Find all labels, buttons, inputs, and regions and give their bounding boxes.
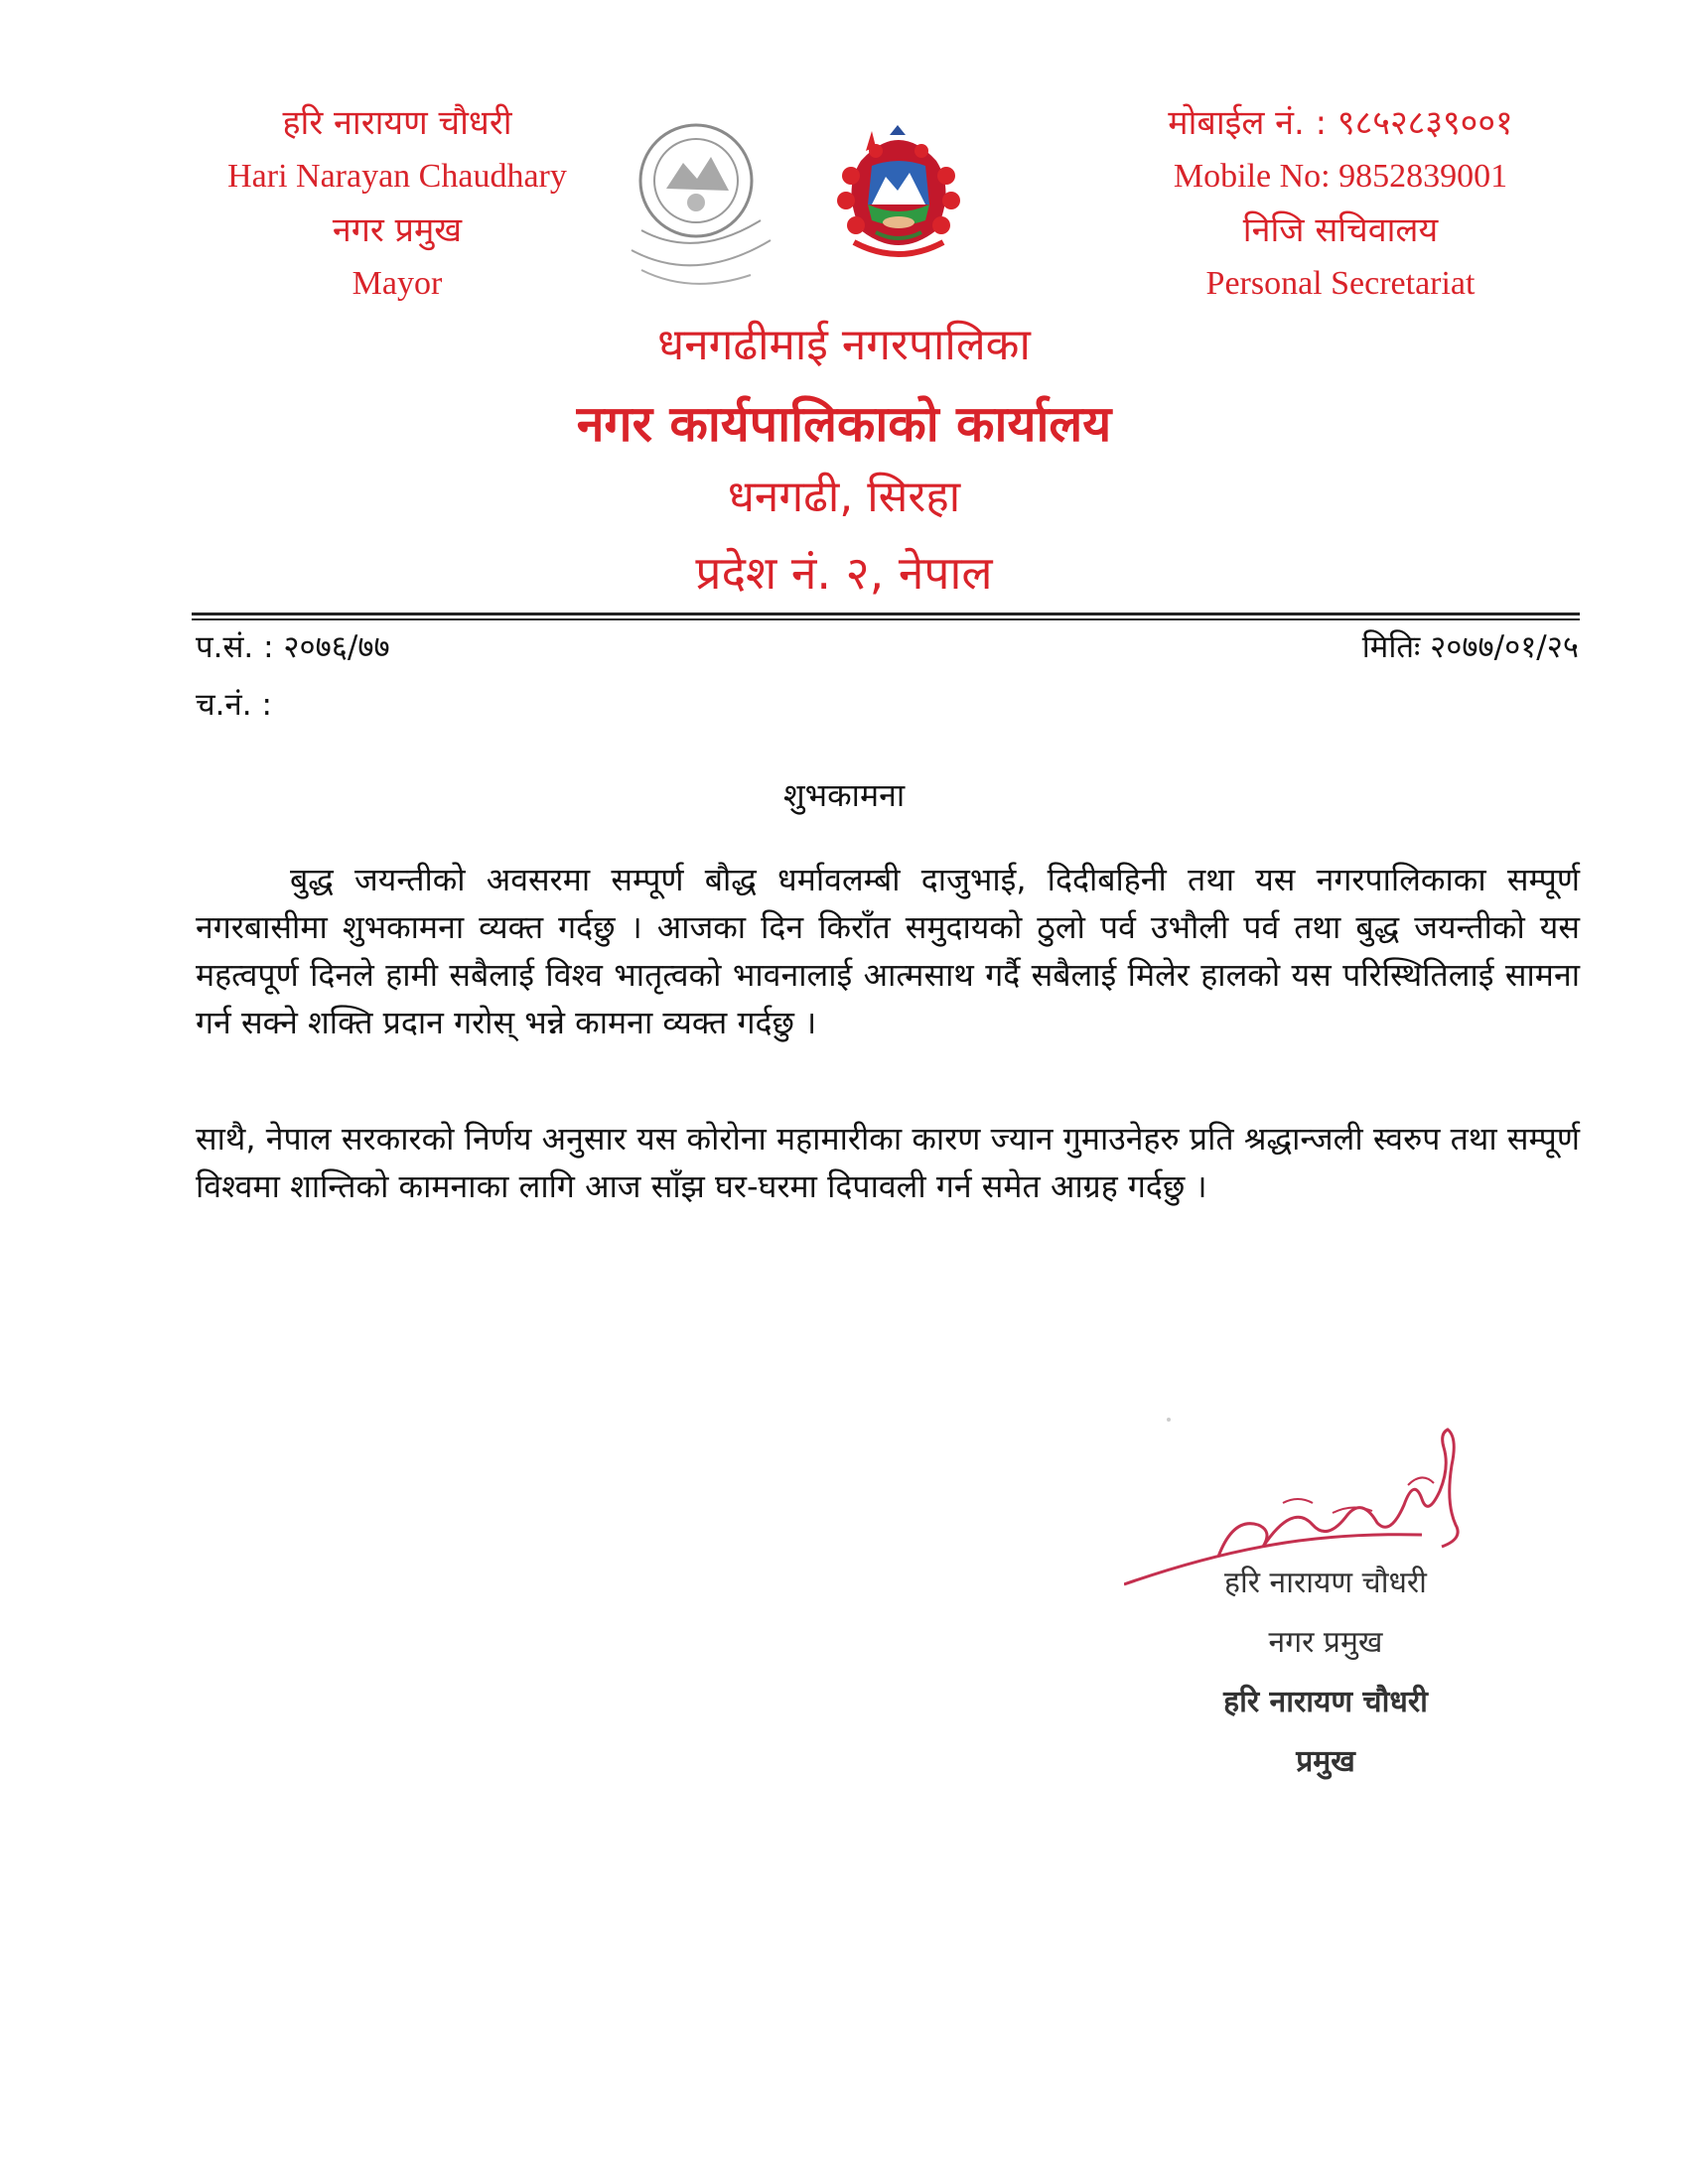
letter-subject: शुभकामना — [782, 776, 906, 814]
municipality-name: धनगढीमाई नगरपालिका — [657, 320, 1031, 370]
stamp-name: हरि नारायण चौधरी — [1223, 1685, 1428, 1719]
mayor-name-en: Hari Narayan Chaudhary — [227, 158, 567, 195]
secretariat-header — [1102, 95, 1579, 310]
office-name: नगर कार्यपालिकाको कार्यालय — [576, 395, 1112, 453]
office-stamp — [602, 111, 790, 300]
mayor-header — [169, 95, 626, 310]
signatory-name: हरि नारायण चौधरी — [1224, 1566, 1427, 1600]
body-paragraph-1: बुद्ध जयन्तीको अवसरमा सम्पूर्ण बौद्ध धर्मावलम्बी दाजुभाई, दिदीबहिनी तथा यस नगरपालिकाका सम्पूर्ण नगरबासीमा शुभकामना व्यक्त गर्दछु । आजका दिन किराँत समुदायको ठुलो पर्व उभौली पर्व तथा बुद्ध जयन्तीको यस महत्वपूर्ण दिनले हामी सबैलाई विश्व भातृत्वको भावनालाई आत्मसाथ गर्दै सबैलाई मिलेर हालको यस परिस्थितिलाई सामना गर्न सक्ने शक्ति प्रदान गरोस् भन्ने कामना व्यक्त गर्दछु । — [196, 861, 1580, 1041]
letter-date: मितिः २०७७/०१/२५ — [1361, 629, 1579, 665]
letter-cn-number: च.नं. : — [196, 687, 272, 723]
letter-ps-number: प.सं. : २०७६/७७ — [196, 629, 390, 665]
mayor-title-np: नगर प्रमुख — [332, 210, 463, 250]
mayor-title-en: Mayor — [352, 265, 443, 302]
body-paragraph-2: साथै, नेपाल सरकारको निर्णय अनुसार यस कोरोना महामारीका कारण ज्यान गुमाउनेहरु प्रति श्रद्धान्जली स्वरुप तथा सम्पूर्ण विश्वमा शान्तिको कामनाका लागि आज साँझ घर-घरमा दिपावली गर्न समेत आग्रह गर्दछु । — [196, 1120, 1580, 1205]
mobile-np: मोबाईल नं. : ९८५२८३९००१ — [1168, 103, 1513, 143]
stamp-title: प्रमुख — [1296, 1744, 1355, 1779]
office-location: धनगढी, सिरहा — [727, 472, 961, 522]
office-np: निजि सचिवालय — [1242, 210, 1439, 250]
mobile-en: Mobile No: 9852839001 — [1173, 158, 1508, 195]
nepal-emblem-icon — [806, 121, 991, 266]
office-en: Personal Secretariat — [1205, 265, 1476, 302]
header-divider-secondary — [192, 618, 1580, 620]
signature-block — [1162, 1554, 1489, 1792]
mayor-name-np: हरि नारायण चौधरी — [282, 103, 512, 143]
header-divider — [192, 613, 1580, 615]
office-province: प्रदेश नं. २, नेपाल — [695, 546, 993, 600]
signatory-title: नगर प्रमुख — [1268, 1625, 1383, 1660]
